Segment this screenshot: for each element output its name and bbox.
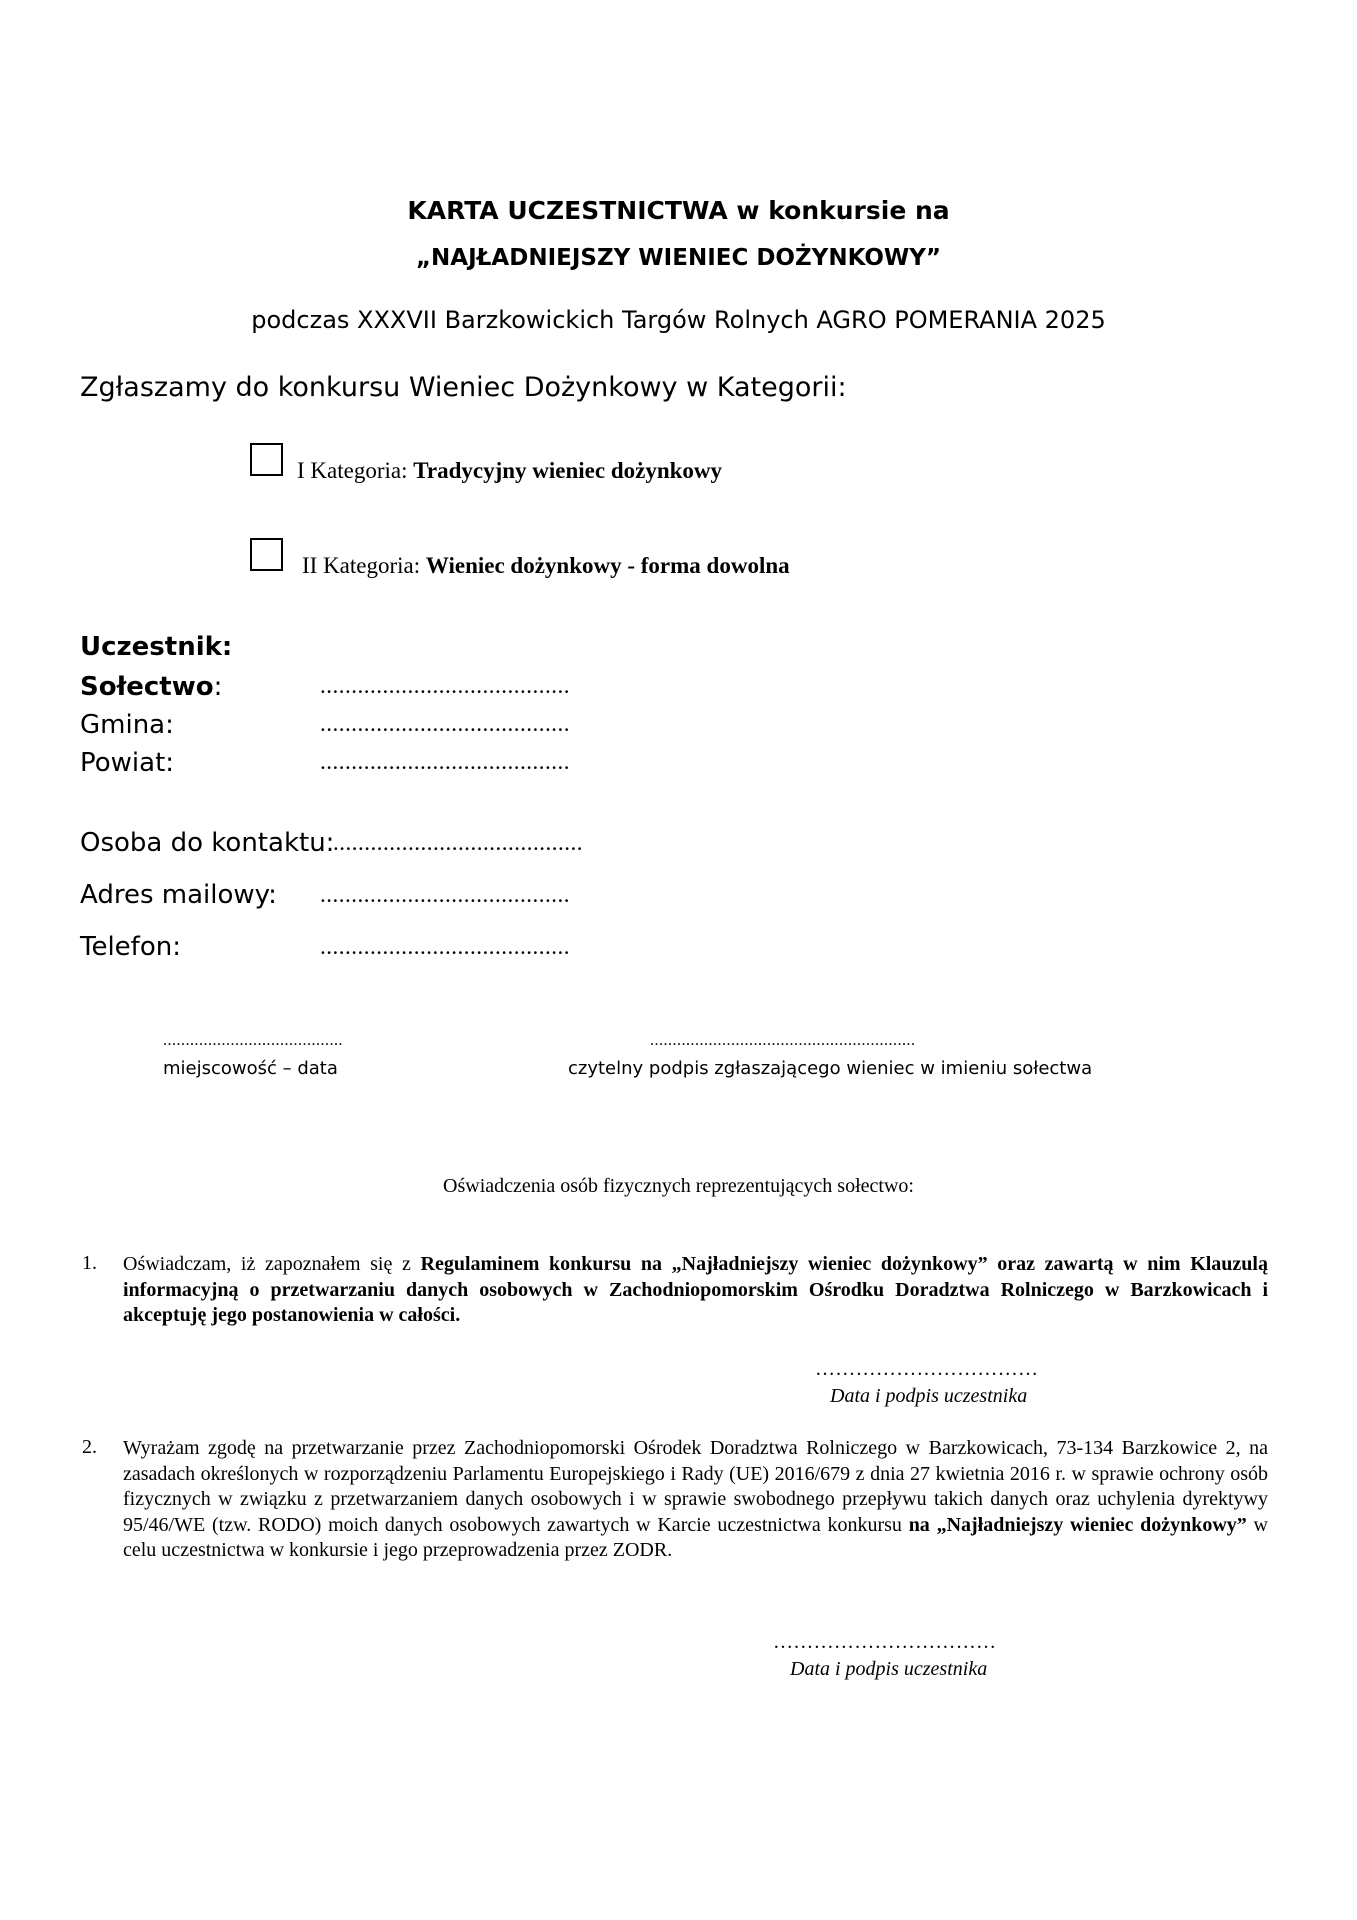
category-1-name: Tradycyjny wieniec dożynkowy xyxy=(413,458,723,483)
phone-field[interactable]: ........................................ xyxy=(320,934,570,959)
solectwo-label xyxy=(80,672,222,702)
declaration-1-number: 1. xyxy=(82,1252,97,1274)
category-2-checkbox[interactable] xyxy=(250,538,283,571)
email-label: Adres mailowy: xyxy=(80,880,277,910)
signature-field[interactable]: ........................................................... xyxy=(650,1032,916,1049)
solectwo-label-text: Sołectwo xyxy=(80,672,214,702)
category-1-checkbox[interactable] xyxy=(250,443,283,476)
declaration-1-text-b: Regulaminem konkursu na „Najładniejszy wieniec dożynkowy” oraz zawartą w nim Klauzulą informacyjną o przetwarzaniu danych osobowych w Zachodniopomorskim Ośrodku Doradztwa Rolniczego w Barzkowicach i akceptuję jego postanowienia w całości. xyxy=(123,1253,1268,1326)
contact-person-label: Osoba do kontaktu: xyxy=(80,828,335,858)
gmina-field[interactable]: ........................................ xyxy=(320,711,570,736)
category-intro: Zgłaszamy do konkursu Wieniec Dożynkowy w Kategorii: xyxy=(80,372,847,403)
declaration-2-number: 2. xyxy=(82,1436,97,1458)
declaration-2-signature-field[interactable]: …………………………… xyxy=(773,1631,997,1653)
declaration-2-text-b: na „Najładniejszy wieniec dożynkowy” xyxy=(908,1513,1247,1536)
powiat-label: Powiat: xyxy=(80,748,175,778)
declaration-1-signature-field[interactable]: …………………………… xyxy=(815,1358,1039,1380)
signature-caption: czytelny podpis zgłaszającego wieniec w imieniu sołectwa xyxy=(568,1058,1093,1079)
declaration-1-text xyxy=(123,1252,1268,1329)
form-title: KARTA UCZESTNICTWA w konkursie na xyxy=(407,196,950,225)
contact-person-field[interactable]: ........................................ xyxy=(333,830,583,855)
declaration-2-signature-caption: Data i podpis uczestnika xyxy=(790,1658,988,1680)
category-2-label xyxy=(302,553,790,579)
declarations-heading: Oświadczenia osób fizycznych reprezentujących sołectwo: xyxy=(443,1175,914,1197)
participant-heading: Uczestnik: xyxy=(80,632,233,662)
event-line: podczas XXXVII Barzkowickich Targów Rolnych AGRO POMERANIA 2025 xyxy=(251,306,1106,334)
declaration-2-text-a: Wyrażam zgodę na przetwarzanie przez Zachodniopomorski Ośrodek Doradztwa Rolniczego w Barzkowicach, 73-134 Barzkowice 2, na zasadach określonych w rozporządzeniu Parlamentu Europejskiego i Rady (UE) 2016/679 z dnia 27 kwietnia 2016 r. w sprawie ochrony osób fizycznych w związku z przetwarzaniem danych osobowych i w sprawie swobodnego przepływu takich danych oraz uchylenia dyrektywy 95/46/WE (tzw. RODO) moich danych osobowych zawartych w Karcie uczestnictwa konkursu xyxy=(123,1437,1268,1536)
place-date-caption: miejscowość – data xyxy=(163,1058,338,1079)
category-1-label xyxy=(297,458,722,484)
phone-label: Telefon: xyxy=(80,932,181,962)
declaration-2-text xyxy=(123,1436,1268,1564)
gmina-label: Gmina: xyxy=(80,710,174,740)
declaration-1-text-a: Oświadczam, iż zapoznałem się z xyxy=(123,1253,421,1275)
email-field[interactable]: ........................................ xyxy=(320,882,570,907)
category-2-prefix: II Kategoria: xyxy=(302,553,426,578)
declaration-1-signature-caption: Data i podpis uczestnika xyxy=(830,1385,1028,1407)
solectwo-colon: : xyxy=(213,672,223,702)
competition-name: „NAJŁADNIEJSZY WIENIEC DOŻYNKOWY” xyxy=(415,245,942,271)
solectwo-field[interactable]: ........................................ xyxy=(320,673,570,698)
powiat-field[interactable]: ........................................ xyxy=(320,749,570,774)
category-1-prefix: I Kategoria: xyxy=(297,458,414,483)
declaration-2-text-c: w celu uczestnictwa w konkursie i jego przeprowadzenia przez ZODR. xyxy=(123,1513,1268,1561)
category-2-name: Wieniec dożynkowy - forma dowolna xyxy=(425,553,790,578)
place-date-field[interactable]: ........................................ xyxy=(163,1032,343,1049)
